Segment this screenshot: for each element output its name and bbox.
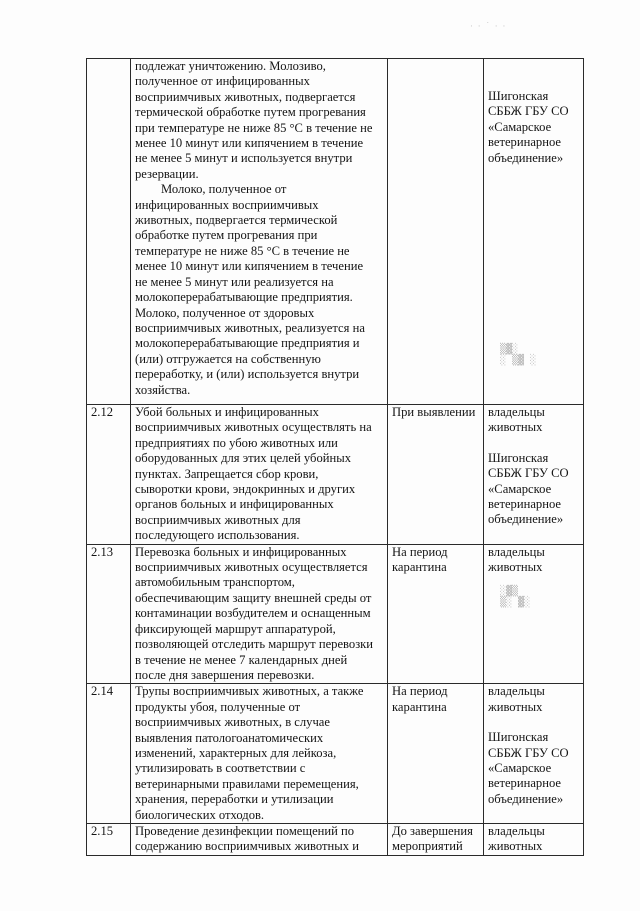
action-line: предприятиях по убою животных или	[135, 435, 338, 450]
action-line: Молоко, полученное от здоровых	[135, 305, 315, 320]
table-row	[87, 59, 584, 405]
action-line: продукты убоя, полученные от	[135, 699, 301, 714]
action-line: не менее 5 минут или реализуется на	[135, 274, 334, 289]
responsible-cell	[484, 59, 584, 405]
action-line: ветеринарными правилами перемещения,	[135, 776, 359, 791]
action-line: температуре не ниже 85 °С в течение не	[135, 243, 350, 258]
table-row	[87, 823, 584, 855]
scan-noise: · · ˙ · ·	[470, 22, 507, 32]
responsible-line: ветеринарное	[488, 776, 561, 791]
table-row	[87, 544, 584, 684]
responsible-line: Шигонская	[488, 89, 549, 103]
spacer	[488, 715, 579, 730]
action-line: (или) отгружается на собственную	[135, 351, 321, 366]
responsible-cell	[484, 544, 584, 684]
action-line: в течение не менее 7 календарных дней	[135, 652, 348, 667]
term-cell	[388, 684, 484, 824]
term-cell	[388, 544, 484, 684]
action-line: животных, подвергается термической	[135, 213, 338, 228]
action-line: сыворотки крови, эндокринных и других	[135, 482, 356, 497]
action-line: полученное от инфицированных	[135, 74, 310, 89]
responsible-line: животных	[488, 560, 543, 575]
term-line: На период	[392, 544, 448, 559]
responsible-line: «Самарское	[488, 119, 552, 134]
action-line: органов больных и инфицированных	[135, 497, 334, 512]
responsible-line: «Самарское	[488, 760, 552, 775]
action-cell	[131, 405, 388, 545]
action-line: контаминации возбудителем и оснащенным	[135, 606, 371, 621]
responsible-line: владельцы	[488, 684, 545, 699]
responsible-line: владельцы	[488, 823, 545, 838]
row-number: 2.13	[87, 544, 131, 684]
responsible-line: животных	[488, 699, 543, 714]
term-cell	[388, 59, 484, 405]
responsible-line: ветеринарное	[488, 497, 561, 512]
responsible-line: объединение»	[488, 150, 564, 165]
table-row	[87, 684, 584, 824]
responsible-line: владельцы	[488, 405, 545, 419]
action-line: фиксирующей маршрут аппаратурой,	[135, 621, 336, 636]
action-line: термической обработке путем прогревания	[135, 105, 366, 120]
action-line: биологических отходов.	[135, 807, 265, 822]
responsible-line: Шигонская	[488, 450, 549, 465]
spacer	[488, 436, 579, 451]
action-line: инфицированных восприимчивых	[135, 197, 319, 212]
action-line: содержанию восприимчивых животных и	[135, 839, 359, 854]
action-line: Перевозка больных и инфицированных	[135, 544, 347, 559]
term-line: карантина	[392, 560, 447, 575]
action-cell	[131, 684, 388, 824]
action-line: восприимчивых животных осуществлять на	[135, 420, 372, 435]
responsible-line: объединение»	[488, 791, 564, 806]
row-number: 2.14	[87, 684, 131, 824]
action-cell	[131, 544, 388, 684]
action-line: выявления патологоанатомических	[135, 730, 324, 745]
action-line: оборудованных для этих целей убойных	[135, 451, 351, 466]
action-line: восприимчивых животных, реализуется на	[135, 320, 365, 335]
action-line: Убой больных и инфицированных	[135, 405, 319, 419]
measures-table	[86, 58, 584, 856]
action-line: обработке путем прогревания при	[135, 228, 318, 243]
action-line: хозяйства.	[135, 382, 191, 397]
term-cell	[388, 823, 484, 855]
responsible-line: ветеринарное	[488, 135, 561, 150]
action-line: хранения, переработки и утилизации	[135, 792, 334, 807]
term-line: карантина	[392, 699, 447, 714]
action-line: пунктах. Запрещается сбор крови,	[135, 466, 319, 481]
action-line: резервации.	[135, 166, 199, 181]
action-line: после дня завершения перевозки.	[135, 667, 315, 682]
responsible-cell	[484, 823, 584, 855]
stamp-mark: ░▓▒ ▒░ ▓░	[500, 586, 531, 608]
action-line: молокоперерабатывающие предприятия и	[135, 336, 360, 351]
action-line: восприимчивых животных для	[135, 512, 301, 527]
responsible-line: СББЖ ГБУ СО	[488, 104, 569, 119]
row-number: 2.12	[87, 405, 131, 545]
responsible-line: владельцы	[488, 544, 545, 559]
action-line: менее 10 минут или кипячением в течение	[135, 259, 364, 274]
action-line: Трупы восприимчивых животных, а также	[135, 684, 364, 699]
action-line: изменений, характерных для лейкоза,	[135, 745, 337, 760]
responsible-line: Шигонская	[488, 730, 549, 745]
action-line: подлежат уничтожению. Молозиво,	[135, 59, 326, 73]
action-line: автомобильным транспортом,	[135, 575, 295, 590]
action-line: Молоко, полученное от	[161, 182, 287, 197]
stamp-mark: ▒▓░ ░ ▒▓ ░	[500, 344, 537, 366]
action-line: утилизировать в соответствии с	[135, 761, 306, 776]
responsible-line: животных	[488, 420, 543, 435]
action-line: переработку, и (или) используется внутри	[135, 367, 360, 382]
term-line: мероприятий	[392, 839, 463, 854]
table-row	[87, 405, 584, 545]
row-number	[87, 59, 131, 405]
action-line: восприимчивых животных, подвергается	[135, 89, 356, 104]
responsible-line: животных	[488, 839, 543, 854]
term-line: До завершения	[392, 823, 473, 838]
action-cell	[131, 823, 388, 855]
term-line: При выявлении	[392, 405, 476, 419]
responsible-cell	[484, 684, 584, 824]
action-line: молокоперерабатывающие предприятия.	[135, 290, 353, 305]
action-line: менее 10 минут или кипячением в течение	[135, 136, 364, 151]
responsible-line: «Самарское	[488, 481, 552, 496]
action-line: Проведение дезинфекции помещений по	[135, 823, 355, 838]
action-line: обеспечивающим защиту внешней среды от	[135, 590, 372, 605]
term-cell	[388, 405, 484, 545]
action-line: при температуре не ниже 85 °С в течение не	[135, 120, 373, 135]
action-line: восприимчивых животных, в случае	[135, 715, 330, 730]
responsible-line: объединение»	[488, 512, 564, 527]
action-line: не менее 5 минут и используется внутри	[135, 151, 353, 166]
action-line: позволяющей отследить маршрут перевозки	[135, 637, 374, 652]
responsible-line: СББЖ ГБУ СО	[488, 466, 569, 481]
action-line: последующего использования.	[135, 528, 300, 543]
action-cell	[131, 59, 388, 405]
row-number: 2.15	[87, 823, 131, 855]
action-line: восприимчивых животных осуществляется	[135, 560, 368, 575]
term-line: На период	[392, 684, 448, 699]
responsible-cell	[484, 405, 584, 545]
responsible-line: СББЖ ГБУ СО	[488, 745, 569, 760]
